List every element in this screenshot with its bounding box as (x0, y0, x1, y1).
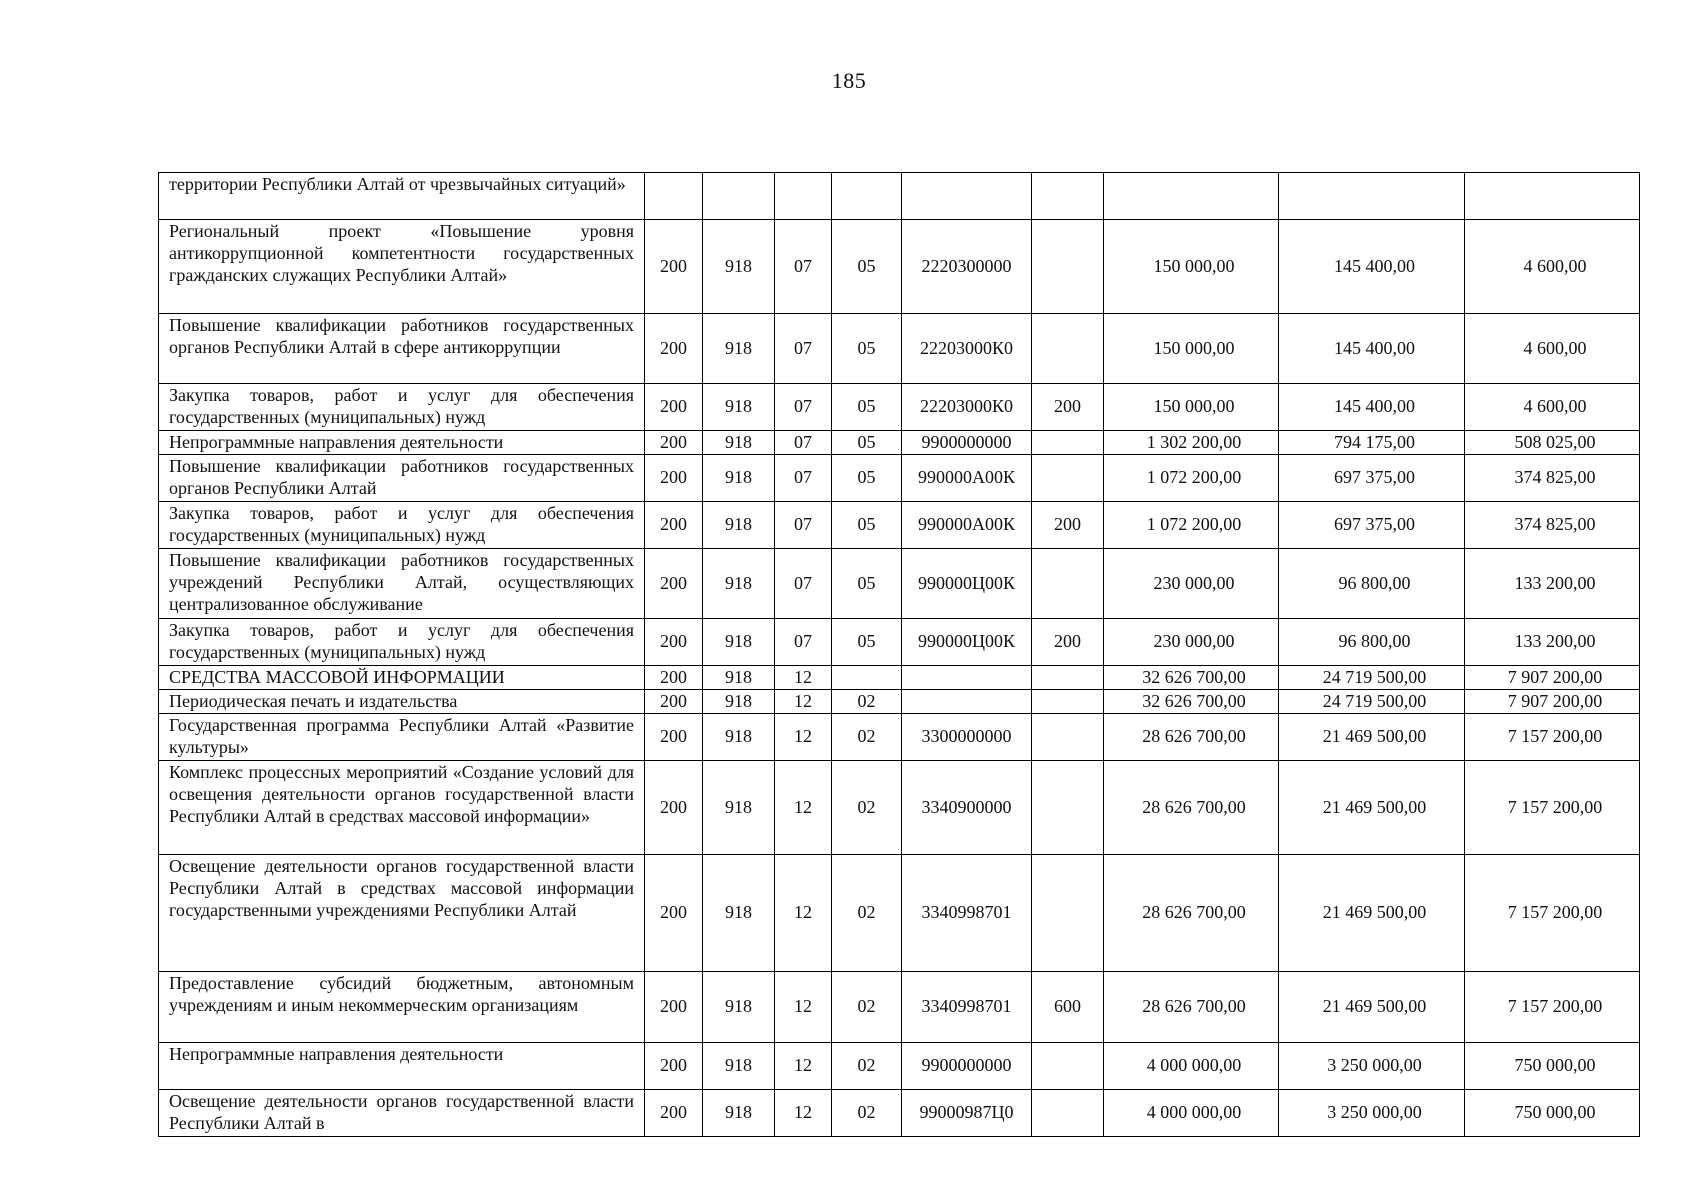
expense-type-cell: 200 (1032, 502, 1104, 549)
target-article-cell: 9900000000 (902, 1043, 1032, 1090)
grbs-code-cell: 918 (703, 1090, 775, 1137)
amount-2-cell: 374 825,00 (1465, 455, 1640, 502)
subsection-code-cell: 02 (832, 690, 902, 714)
amount-1-cell: 145 400,00 (1279, 220, 1465, 314)
admin-code-cell: 200 (645, 220, 703, 314)
target-article-cell: 3340998701 (902, 972, 1032, 1043)
name-cell: Повышение квалификации работников государственных органов Республики Алтай (159, 455, 645, 502)
table-row (159, 455, 1640, 502)
grbs-code-cell: 918 (703, 619, 775, 666)
amount-1-cell: 3 250 000,00 (1279, 1090, 1465, 1137)
target-article-cell: 990000Ц00К (902, 619, 1032, 666)
total-amount-cell: 4 000 000,00 (1104, 1090, 1279, 1137)
table-row (159, 173, 1640, 220)
table-row (159, 549, 1640, 619)
section-code-cell: 12 (775, 1090, 832, 1137)
admin-code-cell: 200 (645, 761, 703, 855)
expense-type-cell (1032, 314, 1104, 384)
subsection-code-cell: 05 (832, 384, 902, 431)
subsection-code-cell: 05 (832, 502, 902, 549)
total-amount-cell: 32 626 700,00 (1104, 690, 1279, 714)
target-article-cell (902, 173, 1032, 220)
amount-2-cell: 7 157 200,00 (1465, 972, 1640, 1043)
expense-type-cell: 600 (1032, 972, 1104, 1043)
name-cell: территории Республики Алтай от чрезвычайных ситуаций» (159, 173, 645, 220)
table-row (159, 502, 1640, 549)
amount-1-cell: 145 400,00 (1279, 384, 1465, 431)
target-article-cell: 990000А00К (902, 502, 1032, 549)
target-article-cell: 3340998701 (902, 855, 1032, 972)
total-amount-cell: 1 302 200,00 (1104, 431, 1279, 455)
name-cell: Государственная программа Республики Алтай «Развитие культуры» (159, 714, 645, 761)
amount-1-cell: 145 400,00 (1279, 314, 1465, 384)
amount-1-cell: 697 375,00 (1279, 502, 1465, 549)
amount-1-cell: 21 469 500,00 (1279, 972, 1465, 1043)
admin-code-cell: 200 (645, 431, 703, 455)
expense-type-cell (1032, 1090, 1104, 1137)
table-row (159, 314, 1640, 384)
subsection-code-cell: 02 (832, 761, 902, 855)
table-row (159, 220, 1640, 314)
grbs-code-cell: 918 (703, 855, 775, 972)
expense-type-cell (1032, 431, 1104, 455)
admin-code-cell: 200 (645, 384, 703, 431)
amount-2-cell: 4 600,00 (1465, 220, 1640, 314)
admin-code-cell: 200 (645, 455, 703, 502)
name-cell: Комплекс процессных мероприятий «Создание условий для освещения деятельности органов государственной власти Республики Алтай в средствах массовой информации» (159, 761, 645, 855)
amount-1-cell: 697 375,00 (1279, 455, 1465, 502)
subsection-code-cell: 02 (832, 972, 902, 1043)
table-row (159, 1090, 1640, 1137)
amount-2-cell (1465, 173, 1640, 220)
target-article-cell: 99000987Ц0 (902, 1090, 1032, 1137)
expense-type-cell (1032, 549, 1104, 619)
amount-1-cell: 794 175,00 (1279, 431, 1465, 455)
table-row (159, 972, 1640, 1043)
table-row (159, 619, 1640, 666)
amount-2-cell: 508 025,00 (1465, 431, 1640, 455)
section-code-cell: 07 (775, 220, 832, 314)
admin-code-cell: 200 (645, 1043, 703, 1090)
admin-code-cell: 200 (645, 855, 703, 972)
name-cell: Предоставление субсидий бюджетным, автономным учреждениям и иным некоммерческим организациям (159, 972, 645, 1043)
section-code-cell: 07 (775, 619, 832, 666)
table-row (159, 1043, 1640, 1090)
target-article-cell: 3300000000 (902, 714, 1032, 761)
subsection-code-cell: 02 (832, 1090, 902, 1137)
target-article-cell: 3340900000 (902, 761, 1032, 855)
name-cell: Закупка товаров, работ и услуг для обеспечения государственных (муниципальных) нужд (159, 384, 645, 431)
expense-type-cell (1032, 855, 1104, 972)
total-amount-cell: 28 626 700,00 (1104, 714, 1279, 761)
subsection-code-cell: 02 (832, 855, 902, 972)
amount-1-cell: 96 800,00 (1279, 619, 1465, 666)
expense-type-cell (1032, 455, 1104, 502)
total-amount-cell: 28 626 700,00 (1104, 761, 1279, 855)
amount-1-cell: 21 469 500,00 (1279, 855, 1465, 972)
section-code-cell: 07 (775, 384, 832, 431)
amount-2-cell: 4 600,00 (1465, 314, 1640, 384)
grbs-code-cell: 918 (703, 549, 775, 619)
grbs-code-cell: 918 (703, 972, 775, 1043)
subsection-code-cell (832, 173, 902, 220)
grbs-code-cell: 918 (703, 431, 775, 455)
grbs-code-cell (703, 173, 775, 220)
total-amount-cell: 150 000,00 (1104, 314, 1279, 384)
target-article-cell (902, 666, 1032, 690)
amount-2-cell: 374 825,00 (1465, 502, 1640, 549)
grbs-code-cell: 918 (703, 690, 775, 714)
expense-type-cell: 200 (1032, 619, 1104, 666)
admin-code-cell: 200 (645, 619, 703, 666)
name-cell: Закупка товаров, работ и услуг для обеспечения государственных (муниципальных) нужд (159, 502, 645, 549)
subsection-code-cell: 05 (832, 220, 902, 314)
target-article-cell: 9900000000 (902, 431, 1032, 455)
section-code-cell: 07 (775, 455, 832, 502)
section-code-cell: 12 (775, 714, 832, 761)
admin-code-cell (645, 173, 703, 220)
budget-table (158, 172, 1640, 1137)
section-code-cell: 12 (775, 690, 832, 714)
table-row (159, 384, 1640, 431)
amount-1-cell: 21 469 500,00 (1279, 714, 1465, 761)
name-cell: Освещение деятельности органов государственной власти Республики Алтай в (159, 1090, 645, 1137)
amount-2-cell: 4 600,00 (1465, 384, 1640, 431)
name-cell: Повышение квалификации работников государственных учреждений Республики Алтай, осуществляющих централизованное обслуживание (159, 549, 645, 619)
admin-code-cell: 200 (645, 314, 703, 384)
table-row (159, 761, 1640, 855)
total-amount-cell: 28 626 700,00 (1104, 855, 1279, 972)
subsection-code-cell: 02 (832, 1043, 902, 1090)
amount-1-cell: 24 719 500,00 (1279, 690, 1465, 714)
page-number: 185 (831, 68, 867, 93)
name-cell: Непрограммные направления деятельности (159, 1043, 645, 1090)
expense-type-cell: 200 (1032, 384, 1104, 431)
admin-code-cell: 200 (645, 1090, 703, 1137)
section-code-cell: 12 (775, 761, 832, 855)
amount-2-cell: 7 157 200,00 (1465, 761, 1640, 855)
admin-code-cell: 200 (645, 549, 703, 619)
admin-code-cell: 200 (645, 690, 703, 714)
subsection-code-cell: 05 (832, 314, 902, 384)
amount-2-cell: 750 000,00 (1465, 1043, 1640, 1090)
name-cell: Периодическая печать и издательства (159, 690, 645, 714)
name-cell: СРЕДСТВА МАССОВОЙ ИНФОРМАЦИИ (159, 666, 645, 690)
grbs-code-cell: 918 (703, 666, 775, 690)
expense-type-cell (1032, 1043, 1104, 1090)
admin-code-cell: 200 (645, 714, 703, 761)
amount-1-cell: 24 719 500,00 (1279, 666, 1465, 690)
total-amount-cell: 32 626 700,00 (1104, 666, 1279, 690)
admin-code-cell: 200 (645, 972, 703, 1043)
target-article-cell: 2220300000 (902, 220, 1032, 314)
amount-2-cell: 7 157 200,00 (1465, 855, 1640, 972)
total-amount-cell: 1 072 200,00 (1104, 502, 1279, 549)
grbs-code-cell: 918 (703, 714, 775, 761)
table-row (159, 431, 1640, 455)
amount-2-cell: 7 907 200,00 (1465, 690, 1640, 714)
expense-type-cell (1032, 714, 1104, 761)
amount-1-cell: 3 250 000,00 (1279, 1043, 1465, 1090)
name-cell: Региональный проект «Повышение уровня антикоррупционной компетентности государственных гражданских служащих Республики Алтай» (159, 220, 645, 314)
target-article-cell: 990000А00К (902, 455, 1032, 502)
name-cell: Непрограммные направления деятельности (159, 431, 645, 455)
section-code-cell: 07 (775, 314, 832, 384)
section-code-cell (775, 173, 832, 220)
table-row (159, 714, 1640, 761)
total-amount-cell: 28 626 700,00 (1104, 972, 1279, 1043)
grbs-code-cell: 918 (703, 220, 775, 314)
grbs-code-cell: 918 (703, 761, 775, 855)
total-amount-cell: 150 000,00 (1104, 220, 1279, 314)
target-article-cell: 22203000К0 (902, 314, 1032, 384)
section-code-cell: 07 (775, 549, 832, 619)
admin-code-cell: 200 (645, 666, 703, 690)
grbs-code-cell: 918 (703, 384, 775, 431)
amount-2-cell: 7 907 200,00 (1465, 666, 1640, 690)
total-amount-cell: 1 072 200,00 (1104, 455, 1279, 502)
table-row (159, 690, 1640, 714)
amount-1-cell: 96 800,00 (1279, 549, 1465, 619)
amount-2-cell: 133 200,00 (1465, 619, 1640, 666)
name-cell: Повышение квалификации работников государственных органов Республики Алтай в сфере антикоррупции (159, 314, 645, 384)
section-code-cell: 12 (775, 1043, 832, 1090)
target-article-cell (902, 690, 1032, 714)
target-article-cell: 22203000К0 (902, 384, 1032, 431)
name-cell: Закупка товаров, работ и услуг для обеспечения государственных (муниципальных) нужд (159, 619, 645, 666)
total-amount-cell: 230 000,00 (1104, 549, 1279, 619)
total-amount-cell: 150 000,00 (1104, 384, 1279, 431)
table-body (159, 173, 1640, 1137)
expense-type-cell (1032, 761, 1104, 855)
amount-1-cell (1279, 173, 1465, 220)
section-code-cell: 07 (775, 502, 832, 549)
subsection-code-cell: 05 (832, 455, 902, 502)
admin-code-cell: 200 (645, 502, 703, 549)
subsection-code-cell: 05 (832, 549, 902, 619)
grbs-code-cell: 918 (703, 314, 775, 384)
table-row (159, 666, 1640, 690)
subsection-code-cell: 05 (832, 431, 902, 455)
expense-type-cell (1032, 220, 1104, 314)
subsection-code-cell (832, 666, 902, 690)
subsection-code-cell: 05 (832, 619, 902, 666)
total-amount-cell: 230 000,00 (1104, 619, 1279, 666)
name-cell: Освещение деятельности органов государственной власти Республики Алтай в средствах массовой информации государственными учреждениями Республики Алтай (159, 855, 645, 972)
target-article-cell: 990000Ц00К (902, 549, 1032, 619)
total-amount-cell (1104, 173, 1279, 220)
amount-2-cell: 133 200,00 (1465, 549, 1640, 619)
expense-type-cell (1032, 690, 1104, 714)
amount-1-cell: 21 469 500,00 (1279, 761, 1465, 855)
amount-2-cell: 7 157 200,00 (1465, 714, 1640, 761)
total-amount-cell: 4 000 000,00 (1104, 1043, 1279, 1090)
grbs-code-cell: 918 (703, 1043, 775, 1090)
section-code-cell: 12 (775, 972, 832, 1043)
grbs-code-cell: 918 (703, 502, 775, 549)
section-code-cell: 12 (775, 855, 832, 972)
grbs-code-cell: 918 (703, 455, 775, 502)
expense-type-cell (1032, 173, 1104, 220)
section-code-cell: 12 (775, 666, 832, 690)
amount-2-cell: 750 000,00 (1465, 1090, 1640, 1137)
subsection-code-cell: 02 (832, 714, 902, 761)
expense-type-cell (1032, 666, 1104, 690)
table-row (159, 855, 1640, 972)
section-code-cell: 07 (775, 431, 832, 455)
